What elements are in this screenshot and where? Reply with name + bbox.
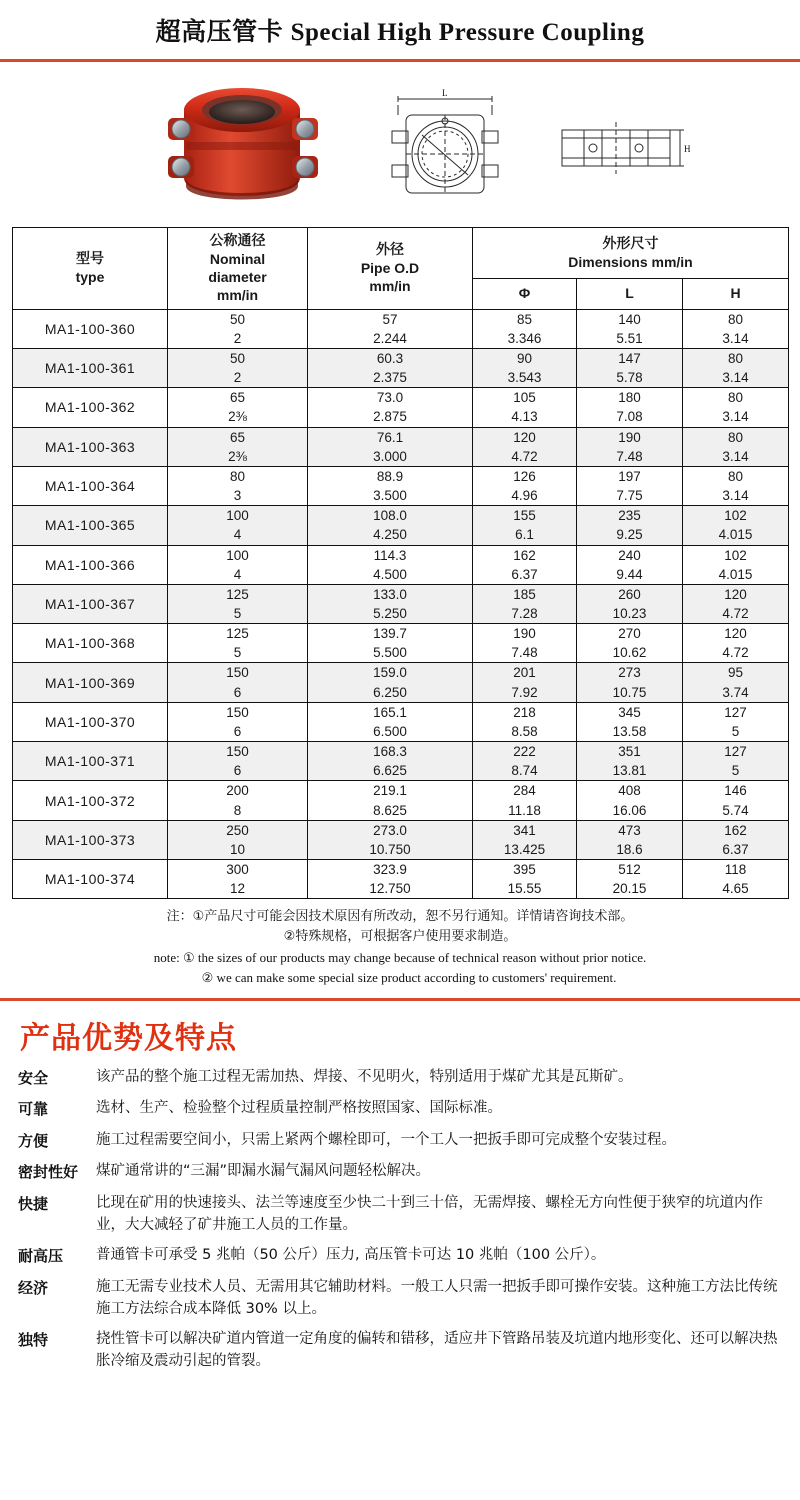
cell-pipe-od: 57 2.244 <box>308 309 473 348</box>
spec-table-wrapper <box>0 227 800 899</box>
page-header <box>0 0 800 62</box>
advantage-item <box>18 1193 782 1237</box>
advantage-item <box>18 1161 782 1184</box>
spec-table-head <box>13 228 789 310</box>
table-row <box>13 860 789 899</box>
drawing-label-L: L <box>442 88 448 98</box>
cell-dimension-l: 140 5.51 <box>577 309 683 348</box>
note-cn-1: 注：①产品尺寸可能会因技术原因有所改动，恕不另行通知。详情请咨询技术部。 <box>166 909 634 925</box>
cell-nominal-diameter: 50 2 <box>168 309 308 348</box>
col-header-h: H <box>683 279 789 309</box>
col-header-dimensions-en: Dimensions mm/in <box>568 253 693 270</box>
advantage-key: 经济 <box>18 1278 49 1297</box>
cell-nominal-diameter: 65 2⅜ <box>168 388 308 427</box>
page-title <box>156 12 645 48</box>
cell-pipe-od: 133.0 5.250 <box>308 584 473 623</box>
spec-table-body <box>13 309 789 899</box>
cell-dimension-l: 190 7.48 <box>577 427 683 466</box>
table-row <box>13 702 789 741</box>
cell-type: MA1-100-360 <box>13 309 168 348</box>
cell-dimension-phi: 395 15.55 <box>473 860 577 899</box>
cell-nominal-diameter: 125 5 <box>168 624 308 663</box>
cell-dimension-h: 102 4.015 <box>683 545 789 584</box>
table-row <box>13 742 789 781</box>
front-view-drawing <box>380 85 510 210</box>
table-row <box>13 388 789 427</box>
page-title-en: Special High Pressure Coupling <box>290 18 645 46</box>
cell-dimension-phi: 284 11.18 <box>473 781 577 820</box>
cell-dimension-l: 408 16.06 <box>577 781 683 820</box>
col-header-od-en: Pipe O.D <box>360 259 420 276</box>
col-header-dimensions <box>473 228 789 279</box>
advantage-key: 耐高压 <box>18 1247 64 1266</box>
spec-table <box>12 227 789 899</box>
note-en-1: note: ① the sizes of our products may change because of technical reason without prior notice. <box>153 949 647 965</box>
cell-dimension-h: 146 5.74 <box>683 781 789 820</box>
cell-dimension-phi: 185 7.28 <box>473 584 577 623</box>
cell-dimension-h: 120 4.72 <box>683 624 789 663</box>
cell-dimension-h: 127 5 <box>683 742 789 781</box>
advantage-key: 密封性好 <box>18 1163 79 1182</box>
cell-pipe-od: 76.1 3.000 <box>308 427 473 466</box>
cell-type: MA1-100-372 <box>13 781 168 820</box>
advantages-list <box>18 1067 782 1373</box>
advantage-item <box>18 1098 782 1121</box>
cell-dimension-l: 180 7.08 <box>577 388 683 427</box>
col-header-nominal-en2: diameter <box>208 268 267 285</box>
col-header-od-cn: 外径 <box>376 241 404 258</box>
col-header-l: L <box>577 279 683 309</box>
table-row <box>13 427 789 466</box>
cell-pipe-od: 159.0 6.250 <box>308 663 473 702</box>
cell-type: MA1-100-366 <box>13 545 168 584</box>
cell-pipe-od: 219.1 8.625 <box>308 781 473 820</box>
cell-type: MA1-100-361 <box>13 348 168 387</box>
coupling-illustration <box>150 70 340 220</box>
cell-pipe-od: 114.3 4.500 <box>308 545 473 584</box>
cell-nominal-diameter: 150 6 <box>168 702 308 741</box>
cell-type: MA1-100-371 <box>13 742 168 781</box>
cell-dimension-h: 95 3.74 <box>683 663 789 702</box>
cell-dimension-h: 127 5 <box>683 702 789 741</box>
col-header-od <box>308 228 473 310</box>
table-row <box>13 820 789 859</box>
cell-dimension-h: 80 3.14 <box>683 309 789 348</box>
cell-nominal-diameter: 300 12 <box>168 860 308 899</box>
col-header-nominal-cn: 公称通径 <box>209 233 266 249</box>
cell-pipe-od: 108.0 4.250 <box>308 506 473 545</box>
cell-nominal-diameter: 250 10 <box>168 820 308 859</box>
side-view-drawing <box>544 108 694 188</box>
advantage-text: 施工无需专业技术人员、无需用其它辅助材料。一般工人只需一把扳手即可操作安装。这种施工方法比传统施工方法综合成本降低 30% 以上。 <box>96 1278 778 1317</box>
cell-type: MA1-100-367 <box>13 584 168 623</box>
table-row <box>13 348 789 387</box>
advantage-text: 煤矿通常讲的“三漏”即漏水漏气漏风问题轻松解决。 <box>96 1163 431 1180</box>
cell-dimension-l: 351 13.81 <box>577 742 683 781</box>
note-en-2: ② we can make some special size product according to customers' requirement. <box>201 969 617 985</box>
cell-nominal-diameter: 150 6 <box>168 663 308 702</box>
advantage-text: 该产品的整个施工过程无需加热、焊接、不见明火，特别适用于煤矿尤其是瓦斯矿。 <box>96 1068 633 1085</box>
table-row <box>13 663 789 702</box>
cell-dimension-h: 118 4.65 <box>683 860 789 899</box>
cell-dimension-h: 80 3.14 <box>683 466 789 505</box>
advantage-text: 挠性管卡可以解决矿道内管道一定角度的偏转和错移，适应井下管路吊装及坑道内地形变化、还可以解决热胀冷缩及震动引起的管裂。 <box>96 1331 778 1370</box>
col-header-nominal-unit: mm/in <box>216 286 259 303</box>
cell-dimension-phi: 222 8.74 <box>473 742 577 781</box>
cell-type: MA1-100-363 <box>13 427 168 466</box>
product-image-band <box>0 62 800 227</box>
cell-type: MA1-100-368 <box>13 624 168 663</box>
cell-dimension-l: 473 18.6 <box>577 820 683 859</box>
advantage-key: 方便 <box>18 1131 49 1150</box>
cell-type: MA1-100-365 <box>13 506 168 545</box>
cell-dimension-h: 80 3.14 <box>683 388 789 427</box>
cell-nominal-diameter: 200 8 <box>168 781 308 820</box>
cell-type: MA1-100-369 <box>13 663 168 702</box>
drawing-label-H: H <box>684 143 691 154</box>
advantage-key: 可靠 <box>18 1100 49 1119</box>
cell-dimension-phi: 190 7.48 <box>473 624 577 663</box>
cell-dimension-h: 162 6.37 <box>683 820 789 859</box>
cell-dimension-l: 345 13.58 <box>577 702 683 741</box>
col-header-dimensions-cn: 外形尺寸 <box>602 235 659 252</box>
cell-dimension-h: 120 4.72 <box>683 584 789 623</box>
table-row <box>13 506 789 545</box>
cell-dimension-l: 147 5.78 <box>577 348 683 387</box>
cell-dimension-l: 512 20.15 <box>577 860 683 899</box>
advantages-title: 产品优势及特点 <box>20 1020 237 1056</box>
cell-dimension-phi: 155 6.1 <box>473 506 577 545</box>
product-photo <box>150 70 340 220</box>
cell-dimension-phi: 162 6.37 <box>473 545 577 584</box>
cell-nominal-diameter: 150 6 <box>168 742 308 781</box>
cell-nominal-diameter: 100 4 <box>168 506 308 545</box>
table-row <box>13 624 789 663</box>
cell-type: MA1-100-374 <box>13 860 168 899</box>
advantage-item <box>18 1067 782 1090</box>
cell-dimension-phi: 126 4.96 <box>473 466 577 505</box>
cell-dimension-h: 80 3.14 <box>683 427 789 466</box>
cell-dimension-h: 80 3.14 <box>683 348 789 387</box>
advantage-text: 选材、生产、检验整个过程质量控制严格按照国家、国际标准。 <box>96 1100 502 1117</box>
cell-nominal-diameter: 80 3 <box>168 466 308 505</box>
notes-block <box>0 899 800 992</box>
cell-dimension-phi: 120 4.72 <box>473 427 577 466</box>
advantage-item <box>18 1130 782 1153</box>
advantage-text: 普通管卡可承受 5 兆帕（50 公斤）压力, 高压管卡可达 10 兆帕（100 公斤）。 <box>96 1247 606 1264</box>
table-row <box>13 584 789 623</box>
table-row <box>13 545 789 584</box>
advantage-item <box>18 1277 782 1321</box>
advantage-key: 独特 <box>18 1331 49 1350</box>
advantage-text: 施工过程需要空间小，只需上紧两个螺栓即可，一个工人一把扳手即可完成整个安装过程。 <box>96 1131 676 1148</box>
cell-dimension-phi: 201 7.92 <box>473 663 577 702</box>
cell-dimension-l: 270 10.62 <box>577 624 683 663</box>
cell-nominal-diameter: 125 5 <box>168 584 308 623</box>
cell-nominal-diameter: 50 2 <box>168 348 308 387</box>
cell-dimension-phi: 90 3.543 <box>473 348 577 387</box>
cell-dimension-phi: 218 8.58 <box>473 702 577 741</box>
cell-dimension-l: 235 9.25 <box>577 506 683 545</box>
advantage-item <box>18 1329 782 1373</box>
advantages-section <box>0 998 800 1373</box>
technical-drawings <box>380 85 694 210</box>
cell-type: MA1-100-373 <box>13 820 168 859</box>
cell-type: MA1-100-362 <box>13 388 168 427</box>
cell-pipe-od: 73.0 2.875 <box>308 388 473 427</box>
table-row <box>13 309 789 348</box>
col-header-type <box>13 228 168 310</box>
cell-dimension-l: 273 10.75 <box>577 663 683 702</box>
cell-dimension-phi: 105 4.13 <box>473 388 577 427</box>
cell-dimension-phi: 85 3.346 <box>473 309 577 348</box>
cell-dimension-l: 197 7.75 <box>577 466 683 505</box>
advantage-text: 比现在矿用的快速接头、法兰等速度至少快二十到三十倍，无需焊接、螺栓无方向性便于狭窄的坑道内作业，大大减轻了矿井施工人员的工作量。 <box>96 1194 763 1233</box>
cell-pipe-od: 165.1 6.500 <box>308 702 473 741</box>
col-header-nominal-en1: Nominal <box>209 250 266 267</box>
advantage-key: 快捷 <box>18 1194 49 1213</box>
cell-pipe-od: 168.3 6.625 <box>308 742 473 781</box>
cell-pipe-od: 60.3 2.375 <box>308 348 473 387</box>
col-header-phi: Φ <box>473 279 577 309</box>
cell-dimension-phi: 341 13.425 <box>473 820 577 859</box>
page-title-cn: 超高压管卡 <box>155 16 284 46</box>
col-header-type-en: type <box>75 268 105 285</box>
col-header-nominal <box>168 228 308 310</box>
cell-type: MA1-100-370 <box>13 702 168 741</box>
table-row <box>13 781 789 820</box>
advantage-key: 安全 <box>18 1068 49 1087</box>
cell-pipe-od: 88.9 3.500 <box>308 466 473 505</box>
cell-nominal-diameter: 65 2⅜ <box>168 427 308 466</box>
note-cn-2: ②特殊规格，可根据客户使用要求制造。 <box>283 929 517 945</box>
table-row <box>13 466 789 505</box>
col-header-type-cn: 型号 <box>76 250 104 267</box>
cell-type: MA1-100-364 <box>13 466 168 505</box>
col-header-od-unit: mm/in <box>369 277 411 294</box>
cell-pipe-od: 323.9 12.750 <box>308 860 473 899</box>
cell-dimension-l: 260 10.23 <box>577 584 683 623</box>
cell-dimension-l: 240 9.44 <box>577 545 683 584</box>
cell-dimension-h: 102 4.015 <box>683 506 789 545</box>
cell-nominal-diameter: 100 4 <box>168 545 308 584</box>
advantage-item <box>18 1245 782 1268</box>
cell-pipe-od: 273.0 10.750 <box>308 820 473 859</box>
cell-pipe-od: 139.7 5.500 <box>308 624 473 663</box>
